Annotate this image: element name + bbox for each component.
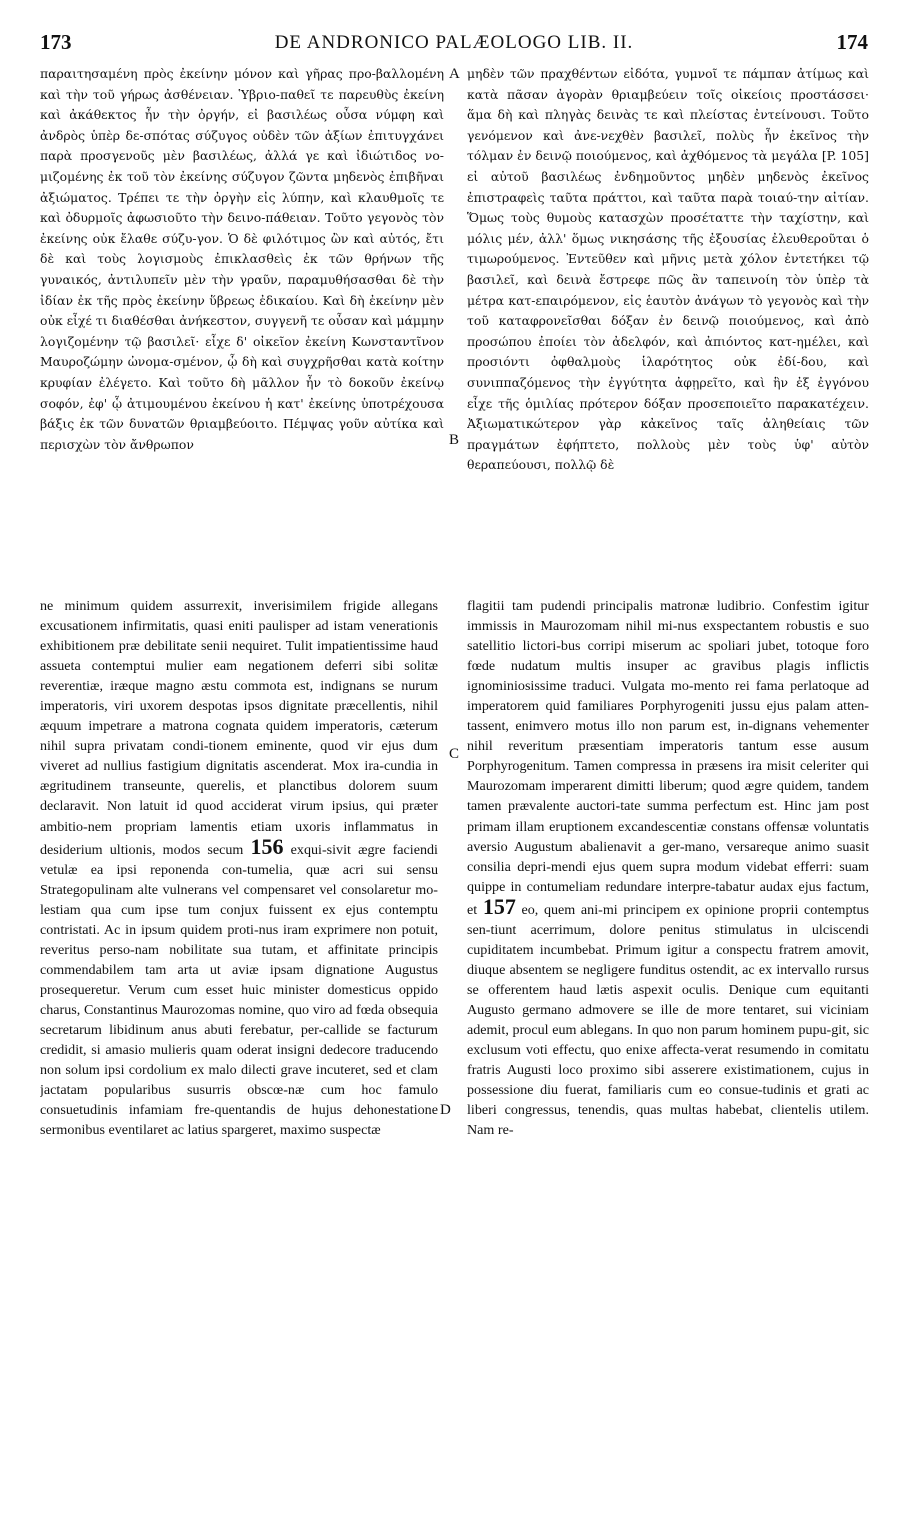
margin-letter-c: C [449,746,460,762]
margin-letter-d: D [440,1102,451,1118]
running-title: DE ANDRONICO PALÆOLOGO LIB. II. [274,32,634,53]
latin-column-right [467,596,869,1526]
margin-letter-b: B [449,432,460,448]
page-number-left: 173 [40,30,72,54]
greek-column-right [467,64,869,584]
greek-text-left: παραιτησαμένη πρὸς ἐκείνην μόνον καὶ γῆρας προ-βαλλομένη καὶ τὴν τοῦ γήρως ἀσθένειαν. Ὑβριο-παθεῖ τε παρευθὺς ἐκείνη καὶ ἀκάθεκτος ἦν τὴν ὀργήν, εἰ βασιλέως οὖσα νύμφη καὶ ἀνδρὸς ὑπὲρ δε-σπότας σύζυγος οὐδὲν τῶν ἀξίων ἐπιτυγχάνει παρὰ προσγενοῦς μὲν βασιλέως, ἀλλά γε καὶ ἰδιώτιδος νο-μιζομένης ἐκ τοῦ τὸν ἐκείνης σύζυγον ζῶντα μηδενὸς ἐπιβῆναι ἀξιώματος. Τρέπει τε τὴν ὀργὴν εἰς λύπην, καὶ κλαυθμοῖς τε καὶ ὀδυρμοῖς ἀφωσιοῦτο τὴν δεινο-πάθειαν. Τοῦτο γεγονὸς τὸν ἐκείνης οὐκ ἔλαθε σύζυ-γον. Ὁ δὲ φιλότιμος ὢν καὶ αὐτός, ἔτι δὲ καὶ τοὺς λογισμοὺς ἐπικλασθεὶς ἐκ τῶν θρήνων τῆς γυναικός, ἀντιλυπεῖν μὲν τὴν γραῦν, παραμυθήσασθαι δὲ τὴν ἰδίαν ἐκ τῆς πρὸς ἐκείνην ὕβρεως ἐδικαίου. Καὶ δὴ ἐκείνην μὲν οὐκ εἶχέ τι διαθέσθαι ἀνήκεστον, συγγενῆ τε οὖσαν καὶ μάμμην λογιζομένην τῷ βασιλεῖ· εἶχε δ' οἰκεῖον ἐκείνη Κωνσταντῖνον Μαυροζώμην ὠνομα-σμένον, ᾧ δὴ καὶ συγχρῆσθαι κατὰ κοίτην κρυφίαν ἐλέγετο. Καὶ τοῦτο δὴ μᾶλλον ἦν τὸ δοκοῦν ἐκείνῳ σοφόν, ἐφ' ᾧ ἀτιμουμένου ἐκείνου ἡ κατ' ἐκείνης ὑποτρέχουσα βάξις ἐκ τῶν δυνατῶν θριαμβεύοιτο. Πέμψας γοῦν αὐτίκα καὶ περισχὼν τὸν ἄνθρωπον [40,66,444,452]
latin-paragraph-left [40,596,438,1140]
latin-text-right-part2: eo, quem ani-mi principem ex opinione proprii contemptus sen-tiunt acerrimum, dolore penitus stimulatus in ulciscendi cupiditatem incumbebat. Primum igitur a conspectu fratrem amovit, diuque absentem se negligere funditus ostendit, ac ex intervallo rursus se offerentem haud lætis aspexit oculis. Denique cum equitanti Augusto germano admovere se ille de more tentaret, sui viciniam ademit, procul eum ablegans. In quo non parum hominem pupu-git, sic exclusum voti effectu, quo enixe affecta-verat resumendo in comitatu fratris Augusti loco proximo sibi asserere existimationem, cujus in possessione diu fuerat, familiaris cum eo consue-tudinis et grati ac liberi congressus, tenendis, quas multas habebat, clientelis utilem. Nam re- [467,901,869,1139]
latin-paragraph-right [467,596,869,1140]
running-header [40,30,868,60]
greek-column-left [40,64,444,584]
latin-text-left-part1: ne minimum quidem assurrexit, inverisimilem frigide allegans excusationem infirmitatis, quasi eniti paulisper ad istam venerationis exhibitionem præ debilitate senii nequiret. Tulit impatientissime haud assueta contemptui mulier eam negationem deferri sibi solitæ reverentiæ, iræque magno æstu commota est, indignans se nurum imperatoris, viri uxorem despotas ipsos dignitate præcellentis, nihil æquum impetrare a matrona cognata quidem imperatoris, cæterum nihil supra privatam condi-tionem eminente, quod vir ejus dum viveret ad nullius fastigium dignitatis ascenderat. Mox ira-cundia in ægritudinem transeunte, querelis, et planctibus dolorem suum declaravit. Non latuit id quod acciderat virum ipsius, qui præter ambitio-nem propriam lamentis etiam uxoris inflammatus in desiderium ultionis, modos secum [40,598,438,858]
latin-text-left-part2: exqui-sivit ægre faciendi vetulæ ea ipsi reponenda con-tumelia, quæ acri sui sensu Strategopulinam alte vulnerans vel compensaret vel consolaretur mo-lestiam qua cum ipse tum conjux fuissent ex ejus contemptu contristati. Ac in ipsum quidem proti-nus iram exprimere non potuit, reveritus perso-nam nobilitate sua tutam, et affinitate principis commendabilem tam arta ut aviæ ipsam dignatione Augustus prosequeretur. Verum cum esset huic minister domesticus oppido charus, Constantinus Maurozomas nomine, quo viro ad fœda obsequia secretarum libidinum anus abuti ferebatur, per-callide se facturum credidit, si amasio mulieris quam oderat insigni dedecore traducendo non solum ipsi cordolium ex malo dilecti grave incuteret, sed et clam jactatam popularibus susurris obscœ-næ cum hoc famulo consuetudinis infamiam fre-quentandis de hujus dehonestatione sermonibus eventilaret ac latius spargeret, maximo suspectæ [40,841,438,1139]
marginal-number-156: 156 [250,833,284,859]
page-number-right: 174 [836,30,868,54]
margin-letter-a: A [449,66,460,82]
latin-column-left [40,596,438,1526]
marginal-number-157: 157 [482,893,516,919]
latin-text-right-part1: flagitii tam pudendi principalis matronæ ludibrio. Confestim igitur immissis in Maurozomam nihil mi-nus exspectantem robustis e suo satellitio lictori-bus corripi miserum ac spoliari jubet, totoque foro fœde nudatum multis insuper ac gravibus plagis inflictis ignominiosissime traduci. Vulgata mo-mento rei fama perlatoque ad imperatorem quid familiares Porphyrogeniti jussu ejus palam atten-tassent, enimvero motus illo non parum est, in-dignans vehementer nihil reveritum præsentiam imperatoris tantum esse ausum Porphyrogenitum. Tamen compressa in præsens ira misit celeriter qui Maurozomam imperarent dimitti liberum; quod ægre quidem, tandem tamen prævalente auctori-tate summa perfectum est. Hinc jam post primam illam eruptionem excandescentiæ constans offensæ voluntatis aversio Augustum abalienavit a ger-mano, versareque animo suasit consilia depri-mendi ejus quem supra modum videbat efferri: suam quippe in contumeliam redundare interpre-tabatur audax ejus factum, et [467,598,869,918]
greek-text-right: μηδὲν τῶν πραχθέντων εἰδότα, γυμνοῖ τε πάμπαν ἀτίμως καὶ κατὰ πᾶσαν ἀγορὰν θριαμβεύειν τοῖς οἰκείοις προστάσσει· ἅμα δὴ καὶ πληγὰς δεινὰς τε καὶ πλείστας ἐντείνουσι. Τοῦτο γενόμενον καὶ ἀνε-νεχθὲν βασιλεῖ, πολὺς ἦν ἐκεῖνος τὴν τόλμαν ἐν δεινῷ ποιούμενος, καὶ ἀχθόμενος τὰ μεγάλα [P. 105] εἰ αὐτοῦ βασιλέως ἐνδημοῦντος μηδὲν μηδενὸς ἐκεῖνος ἐπιστραφεὶς ταῦτα πράττοι, καὶ ταῦτα παρὰ τοιαύ-την αἰτίαν. Ὅμως τοὺς θυμοὺς κατασχὼν προσέταττε τὴν ταχίστην, καὶ μόλις μέν, ἀλλ' ὅμως νικησάσης τῆς ἐξουσίας ἐλευθεροῦται ὁ τιμωρούμενος. Ἐντεῦθεν καὶ μῆνις μετὰ χόλον ἐντετήκει τῷ βασιλεῖ, καὶ δεινὰ ἔστρεφε πῶς ἂν ταπεινοίη τὸν ὑπὲρ τὰ μέτρα κατ-επαιρόμενον, εἰς ἑαυτὸν ἀνάγων τὸ γεγονὸς καὶ τὴν τοῦ καταφρονεῖσθαι δόξαν ἐν δεινῷ ποιούμενος, καὶ ἀπὸ προσώπου ἐποίει τὸν ἀδελφόν, καὶ ἀπιόντος κατ-ημέλει, καὶ προσιόντι ὀφθαλμοὺς ἱλαρότητος οὐκ ἐδί-δου, καὶ συνιππαζόμενος τὴν ἐγγύτητα ἀφῃρεῖτο, καὶ ἣν ἐξ ἐγγόνου εἶχε τῆς ὁμιλίας πρότερον δόξαν προσεποιεῖτο παρακατέχειν. Ἀξιωματικώτερον γὰρ κἀκεῖνος ταῖς ἀληθείαις τῶν πραγμάτων ἐφήπτετο, πολλοὺς μὲν τοὺς ὑφ' αὐτὸν θεραπεύουσι, πολλῷ δὲ [467,66,869,473]
